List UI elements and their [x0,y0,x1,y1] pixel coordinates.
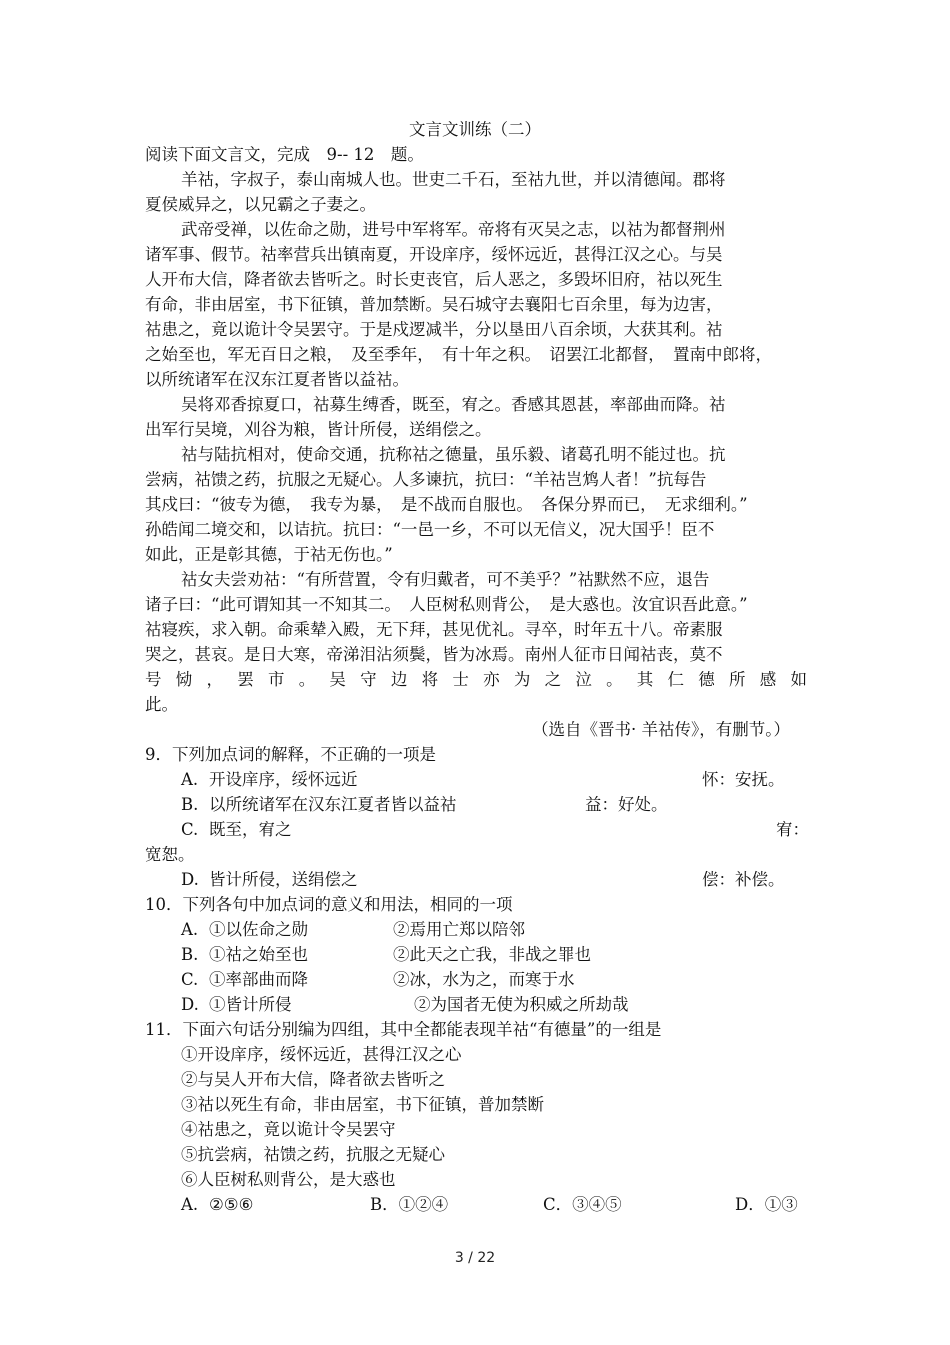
passage-line: 祜寝疾，求入朝。命乘辇入殿，无下拜，甚见优礼。寻卒，时年五十八。帝素服 [145,620,723,639]
passage-line: 祜女夫尝劝祜：“有所营置，令有归戴者，可不美乎？”祜默然不应，退告 [181,570,710,589]
q9-option-a [181,767,358,792]
document-title: 文言文训练（二） [409,120,541,139]
page-number: 3 / 22 [454,1250,496,1266]
passage-line: 羊祜，字叔子，泰山南城人也。世吏二千石，至祜九世，并以清德闻。郡将 [181,170,726,189]
passage-line: 祜患之，竟以诡计令吴罢守。于是戍逻减半，分以垦田八百余顷，大获其利。祜 [145,320,723,339]
option-label: D. [181,870,199,889]
q10-option-a [181,917,308,942]
option-text: 皆计所侵，送绢偿之 [209,870,358,889]
passage-line: 诸子曰：“此可谓知其一不知其二。 人臣树私则背公， 是大惑也。汝宜识吾此意。” [145,595,748,614]
choice-label: C． [543,1195,573,1214]
option-label: C. [181,970,199,989]
passage-line: 此。 [145,695,178,714]
passage-line: 人开布大信，降者欲去皆听之。时长吏丧官，后人恶之，多毁坏旧府，祜以死生 [145,270,723,289]
q11-item: ⑥人臣树私则背公，是大惑也 [181,1170,396,1189]
q11-item: ⑤抗尝病，祜馈之药，抗服之无疑心 [181,1145,445,1164]
choice-text: ①②④ [398,1195,449,1214]
question-10-stem: 10．下列各句中加点词的意义和用法，相同的一项 [145,895,513,914]
choice-label: A. [181,1195,199,1214]
q11-choice-c [543,1192,622,1217]
option-sentence-1: ①率部曲而降 [209,970,308,989]
q11-item: ①开设庠序，绥怀远近，甚得江汉之心 [181,1045,462,1064]
question-9-stem: 9．下列加点词的解释，不正确的一项是 [145,745,436,764]
q9-option-c [181,817,292,842]
passage-line: 以所统诸军在汉东江夏者皆以益祜。 [145,370,409,389]
option-text: 既至，宥之 [209,820,292,839]
option-text: 以所统诸军在汉东江夏者皆以益祜 [209,795,457,814]
passage-line: 之始至也，军无百日之粮， 及至季年， 有十年之积。 诏罢江北都督， 置南中郎将， [145,345,772,364]
choice-text: ③④⑤ [572,1195,622,1214]
option-sentence-1: ①祜之始至也 [209,945,308,964]
option-label: C. [181,820,199,839]
passage-line: 武帝受禅，以佐命之勋，进号中军将军。帝将有灭吴之志，以祜为都督荆州 [181,220,726,239]
passage-line: 吴将邓香掠夏口，祜募生缚香，既至，宥之。香感其恩甚，率部曲而降。祜 [181,395,726,414]
passage-line: 孙皓闻二境交和，以诘抗。抗曰：“一邑一乡，不可以无信义，况大国乎！臣不 [145,520,715,539]
q10-option-d [181,992,292,1017]
q9-option-d [181,867,358,892]
q9-option-b-gloss: 益：好处。 [585,795,668,814]
q11-choice-a [181,1192,253,1217]
instruction-text: 阅读下面文言文，完成 9-- 12 题。 [145,145,424,164]
q9-option-d-gloss: 偿：补偿。 [702,870,785,889]
choice-label: B． [370,1195,399,1214]
q11-choice-b [370,1192,448,1217]
option-label: B. [181,945,199,964]
passage-line: 诸军事、假节。祜率营兵出镇南夏，开设庠序，绥怀远近，甚得江汉之心。与吴 [145,245,723,264]
q10-option-b [181,942,308,967]
option-label: B. [181,795,199,814]
q10-option-a-sentence-2: ②焉用亡郑以陪邻 [393,920,525,939]
q10-option-c-sentence-2: ②冰，水为之，而寒于水 [393,970,575,989]
passage-line: 有命，非由居室，书下征镇，普加禁断。吴石城守去襄阳七百余里，每为边害， [145,295,723,314]
source-citation: （选自《晋书· 羊祜传》，有删节。） [532,720,790,739]
question-11-stem: 11．下面六句话分别编为四组，其中全都能表现羊祜“有德量”的一组是 [145,1020,662,1039]
choice-text: ②⑤⑥ [209,1195,254,1214]
option-text: 开设庠序，绥怀远近 [209,770,358,789]
option-label: D. [181,995,199,1014]
option-sentence-1: ①以佐命之勋 [209,920,308,939]
passage-line: 夏侯威异之，以兄霸之子妻之。 [145,195,376,214]
choice-label: D． [735,1195,765,1214]
q10-option-b-sentence-2: ②此天之亡我，非战之罪也 [393,945,591,964]
passage-line: 如此，正是彰其德，于祜无伤也。” [145,545,393,564]
q10-option-c [181,967,308,992]
choice-text: ①③ [764,1195,798,1214]
option-label: A. [181,770,199,789]
option-label: A. [181,920,199,939]
q9-option-c-gloss: 宥： [776,820,809,839]
q11-item: ③祜以死生有命，非由居室，书下征镇，普加禁断 [181,1095,544,1114]
q11-item: ②与吴人开布大信，降者欲去皆听之 [181,1070,445,1089]
passage-line: 祜与陆抗相对，使命交通，抗称祜之德量，虽乐毅、诸葛孔明不能过也。抗 [181,445,726,464]
q11-item: ④祜患之，竟以诡计令吴罢守 [181,1120,396,1139]
q10-option-d-sentence-2: ②为国者无使为积威之所劫哉 [414,995,629,1014]
passage-line: 出军行吴境，刈谷为粮，皆计所侵，送绢偿之。 [145,420,492,439]
passage-line: 其戍曰：“彼专为德， 我专为暴， 是不战而自服也。 各保分界而已， 无求细利。” [145,495,748,514]
passage-line: 尝病，祜馈之药，抗服之无疑心。人多谏抗，抗曰：“羊祜岂鸩人者！”抗每告 [145,470,707,489]
q9-option-b [181,792,457,817]
q9-option-a-gloss: 怀：安抚。 [702,770,785,789]
q9-option-c-gloss-continued: 宽恕。 [145,845,195,864]
passage-line: 号恸，罢市。吴守边将士亦为之泣。其仁德所感如 [145,670,807,689]
option-sentence-1: ①皆计所侵 [209,995,292,1014]
passage-line: 哭之，甚哀。是日大寒，帝涕泪沾须鬓，皆为冰焉。南州人征市日闻祜丧，莫不 [145,645,723,664]
q11-choice-d [735,1192,798,1217]
